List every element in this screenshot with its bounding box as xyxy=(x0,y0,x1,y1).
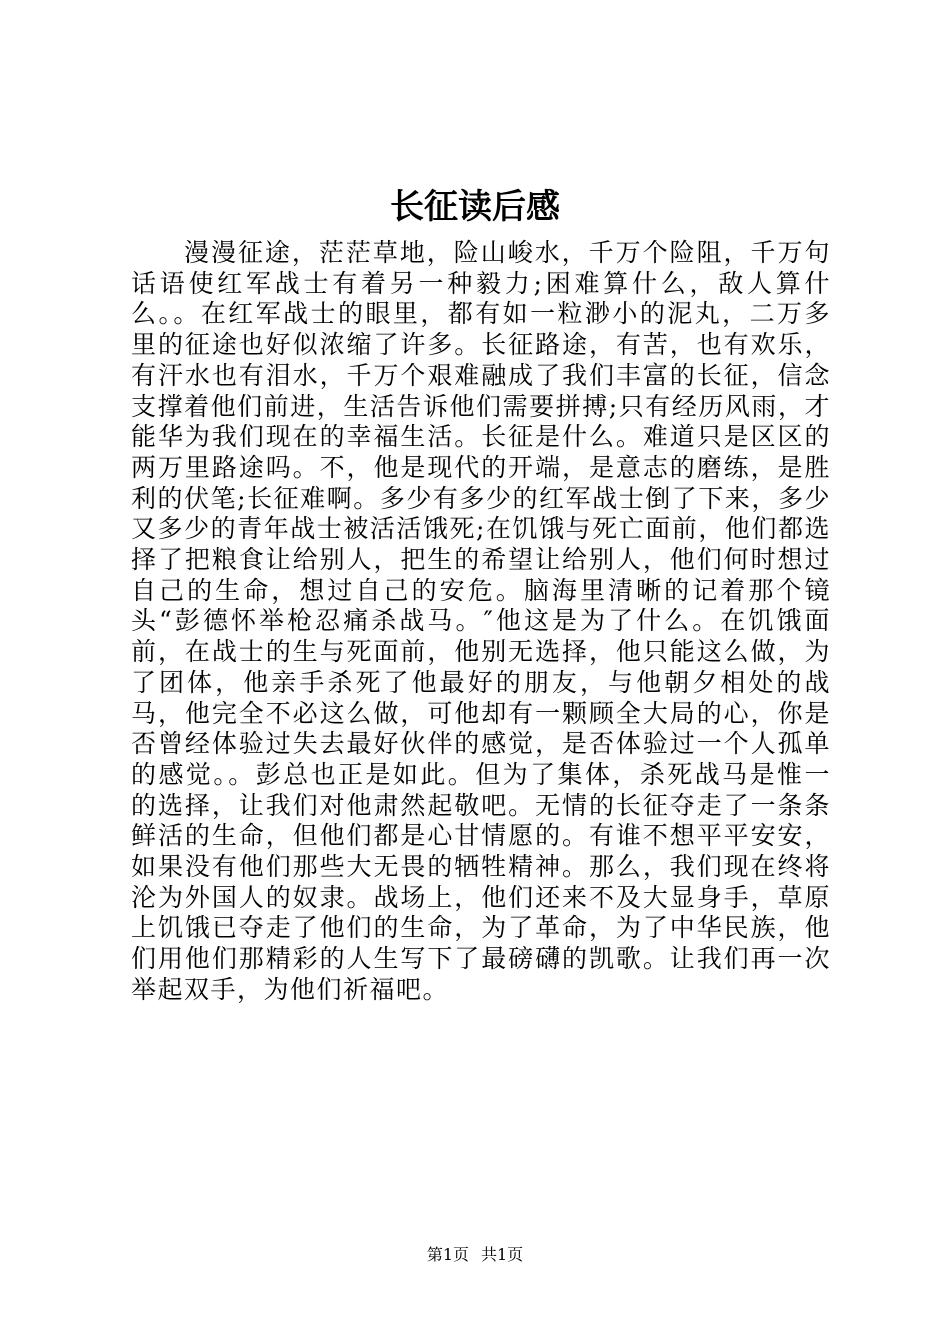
page-footer xyxy=(0,1244,950,1266)
page-total: 共1页 xyxy=(481,1245,524,1264)
document-title: 长征读后感 xyxy=(390,187,560,227)
page-number: 第1页 xyxy=(426,1245,469,1264)
document-body: 漫漫征途，茫茫草地，险山峻水，千万个险阻，千万句话语使红军战士有着另一种毅力;困难算什么，敌人算什么。。在红军战士的眼里，都有如一粒渺小的泥丸，二万多里的征途也好似浓缩了许多。长征路途，有苦，也有欢乐，有汗水也有泪水，千万个艰难融成了我们丰富的长征，信念支撑着他们前进，生活告诉他们需要拼搏;只有经历风雨，才能华为我们现在的幸福生活。长征是什么。难道只是区区的两万里路途吗。不，他是现代的开端，是意志的磨练，是胜利的伏笔;长征难啊。多少有多少的红军战士倒了下来，多少又多少的青年战士被活活饿死;在饥饿与死亡面前，他们都选择了把粮食让给别人，把生的希望让给别人，他们何时想过自己的生命，想过自己的安危。脑海里清晰的记着那个镜头“彭德怀举枪忍痛杀战马。″他这是为了什么。在饥饿面前，在战士的生与死面前，他别无选择，他只能这么做，为了团体，他亲手杀死了他最好的朋友，与他朝夕相处的战马，他完全不必这么做，可他却有一颗顾全大局的心，你是否曾经体验过失去最好伙伴的感觉，是否体验过一个人孤单的感觉。。彭总也正是如此。但为了集体，杀死战马是惟一的选择，让我们对他肃然起敬吧。无情的长征夺走了一条条鲜活的生命，但他们都是心甘情愿的。有谁不想平平安安，如果没有他们那些大无畏的牺牲精神。那么，我们现在终将沦为外国人的奴隶。战场上，他们还来不及大显身手，草原上饥饿已夺走了他们的生命，为了革命，为了中华民族，他们用他们那精彩的人生写下了最磅礴的凯歌。让我们再一次举起双手，为他们祈福吧。 xyxy=(131,238,831,1004)
